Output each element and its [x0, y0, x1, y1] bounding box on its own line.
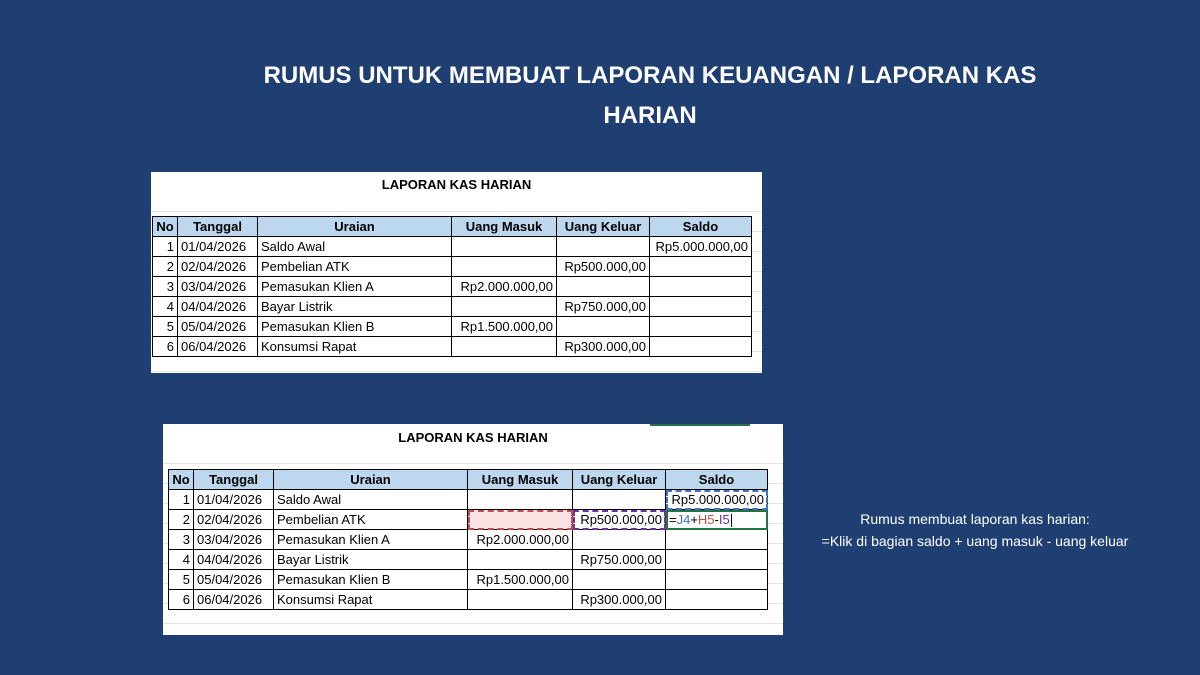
table-header-row [169, 470, 768, 490]
header-uraian[interactable]: Uraian [258, 217, 452, 237]
cell-uang-keluar[interactable] [573, 490, 666, 510]
cell-saldo[interactable] [666, 550, 768, 570]
cell-saldo[interactable] [650, 277, 752, 297]
table-row [153, 297, 752, 317]
cell-tanggal[interactable]: 03/04/2026 [178, 277, 258, 297]
table-row [153, 257, 752, 277]
table-header-row [153, 217, 752, 237]
cell-no[interactable]: 1 [169, 490, 194, 510]
table-row [153, 317, 752, 337]
cell-uraian[interactable]: Pemasukan Klien A [274, 530, 468, 550]
sheet-title: LAPORAN KAS HARIAN [163, 428, 783, 448]
cell-saldo[interactable] [666, 570, 768, 590]
cell-saldo-formula-input[interactable] [666, 510, 768, 530]
cell-uraian[interactable]: Bayar Listrik [274, 550, 468, 570]
cell-uang-keluar[interactable] [573, 570, 666, 590]
header-uang-masuk[interactable]: Uang Masuk [468, 470, 573, 490]
cell-no[interactable]: 4 [153, 297, 178, 317]
page-title-line-1: RUMUS UNTUK MEMBUAT LAPORAN KEUANGAN / LAPORAN KAS [263, 62, 1037, 89]
cell-uraian[interactable]: Pembelian ATK [274, 510, 468, 530]
table-row [169, 590, 768, 610]
table-row [169, 550, 768, 570]
cell-no[interactable]: 4 [169, 550, 194, 570]
explanation-line-1: Rumus membuat laporan kas harian: [860, 511, 1090, 527]
cell-tanggal[interactable]: 05/04/2026 [178, 317, 258, 337]
cell-tanggal[interactable]: 05/04/2026 [194, 570, 274, 590]
table-row [169, 530, 768, 550]
cell-saldo[interactable] [650, 257, 752, 277]
cell-tanggal[interactable]: 06/04/2026 [194, 590, 274, 610]
header-tanggal[interactable]: Tanggal [178, 217, 258, 237]
explanation-line-2: =Klik di bagian saldo + uang masuk - uang keluar [821, 533, 1129, 549]
cell-no[interactable]: 2 [153, 257, 178, 277]
spreadsheet-formula-demo [163, 424, 783, 635]
table-row [169, 570, 768, 590]
cell-uang-keluar[interactable]: Rp750.000,00 [557, 297, 650, 317]
cell-uang-masuk[interactable] [468, 590, 573, 610]
formula-ref-masuk: H5 [697, 512, 715, 527]
cell-no[interactable]: 3 [169, 530, 194, 550]
header-uang-masuk[interactable]: Uang Masuk [452, 217, 557, 237]
cell-uang-masuk[interactable]: Rp2.000.000,00 [468, 530, 573, 550]
spreadsheet-original [151, 172, 762, 373]
cell-uang-masuk[interactable] [452, 337, 557, 357]
formula-plus: + [690, 512, 698, 527]
cell-no[interactable]: 5 [169, 570, 194, 590]
cell-saldo[interactable] [650, 317, 752, 337]
cell-no[interactable]: 1 [153, 237, 178, 257]
cell-uang-masuk[interactable] [452, 297, 557, 317]
cell-uang-keluar-referenced[interactable]: Rp500.000,00 [573, 510, 666, 530]
cell-tanggal[interactable]: 01/04/2026 [178, 237, 258, 257]
cell-tanggal[interactable]: 02/04/2026 [178, 257, 258, 277]
cell-saldo-referenced[interactable]: Rp5.000.000,00 [666, 490, 768, 510]
cell-no[interactable]: 5 [153, 317, 178, 337]
cell-uraian[interactable]: Konsumsi Rapat [258, 337, 452, 357]
cell-uang-keluar[interactable]: Rp300.000,00 [557, 337, 650, 357]
cell-uang-keluar[interactable] [557, 237, 650, 257]
formula-equals: = [669, 512, 677, 527]
cell-uang-keluar[interactable]: Rp500.000,00 [557, 257, 650, 277]
cell-no[interactable]: 6 [169, 590, 194, 610]
cell-uang-keluar[interactable] [557, 277, 650, 297]
formula-minus: - [714, 512, 719, 527]
table-row [153, 277, 752, 297]
cell-uang-keluar[interactable]: Rp300.000,00 [573, 590, 666, 610]
kas-table [152, 216, 752, 357]
header-uang-keluar[interactable]: Uang Keluar [557, 217, 650, 237]
cell-uraian[interactable]: Saldo Awal [258, 237, 452, 257]
page-title-line-2: HARIAN [603, 102, 697, 129]
header-saldo[interactable]: Saldo [666, 470, 768, 490]
cell-uraian[interactable]: Pembelian ATK [258, 257, 452, 277]
header-tanggal[interactable]: Tanggal [194, 470, 274, 490]
cell-uang-masuk[interactable] [468, 490, 573, 510]
cell-uraian[interactable]: Pemasukan Klien B [274, 570, 468, 590]
cell-uang-keluar[interactable] [573, 530, 666, 550]
header-uang-keluar[interactable]: Uang Keluar [573, 470, 666, 490]
sheet-title: LAPORAN KAS HARIAN [151, 175, 762, 195]
cell-uang-masuk[interactable]: Rp2.000.000,00 [452, 277, 557, 297]
header-no[interactable]: No [153, 217, 178, 237]
table-row [169, 510, 768, 530]
formula-ref-saldo: J4 [676, 512, 691, 527]
cell-uang-masuk[interactable]: Rp1.500.000,00 [468, 570, 573, 590]
cell-tanggal[interactable]: 01/04/2026 [194, 490, 274, 510]
cell-uraian[interactable]: Saldo Awal [274, 490, 468, 510]
header-saldo[interactable]: Saldo [650, 217, 752, 237]
cell-uraian[interactable]: Bayar Listrik [258, 297, 452, 317]
cell-uang-masuk[interactable] [452, 257, 557, 277]
cell-uang-masuk[interactable]: Rp1.500.000,00 [452, 317, 557, 337]
cell-uraian[interactable]: Konsumsi Rapat [274, 590, 468, 610]
cell-tanggal[interactable]: 04/04/2026 [178, 297, 258, 317]
cell-uang-masuk[interactable] [468, 550, 573, 570]
header-no[interactable]: No [169, 470, 194, 490]
table-row [169, 490, 768, 510]
cell-uang-keluar[interactable] [557, 317, 650, 337]
cell-saldo[interactable] [650, 297, 752, 317]
kas-table [168, 469, 768, 610]
cell-tanggal[interactable]: 02/04/2026 [194, 510, 274, 530]
cell-saldo[interactable] [666, 590, 768, 610]
cell-no[interactable]: 2 [169, 510, 194, 530]
table-row [153, 237, 752, 257]
cell-uang-keluar[interactable]: Rp750.000,00 [573, 550, 666, 570]
header-uraian[interactable]: Uraian [274, 470, 468, 490]
cell-saldo[interactable] [650, 337, 752, 357]
cell-tanggal[interactable]: 03/04/2026 [194, 530, 274, 550]
cell-saldo[interactable] [666, 530, 768, 550]
formula-ref-keluar: I5 [718, 512, 730, 527]
cell-uang-masuk[interactable] [452, 237, 557, 257]
cell-uraian[interactable]: Pemasukan Klien A [258, 277, 452, 297]
cell-no[interactable]: 6 [153, 337, 178, 357]
column-selection-indicator [650, 424, 750, 426]
cell-uraian[interactable]: Pemasukan Klien B [258, 317, 452, 337]
cell-tanggal[interactable]: 06/04/2026 [178, 337, 258, 357]
formula-explanation [800, 508, 1150, 552]
cell-no[interactable]: 3 [153, 277, 178, 297]
text-cursor [731, 514, 732, 527]
page-title [150, 56, 1150, 136]
table-row [153, 337, 752, 357]
cell-saldo[interactable]: Rp5.000.000,00 [650, 237, 752, 257]
cell-tanggal[interactable]: 04/04/2026 [194, 550, 274, 570]
cell-uang-masuk-referenced[interactable] [468, 510, 573, 530]
